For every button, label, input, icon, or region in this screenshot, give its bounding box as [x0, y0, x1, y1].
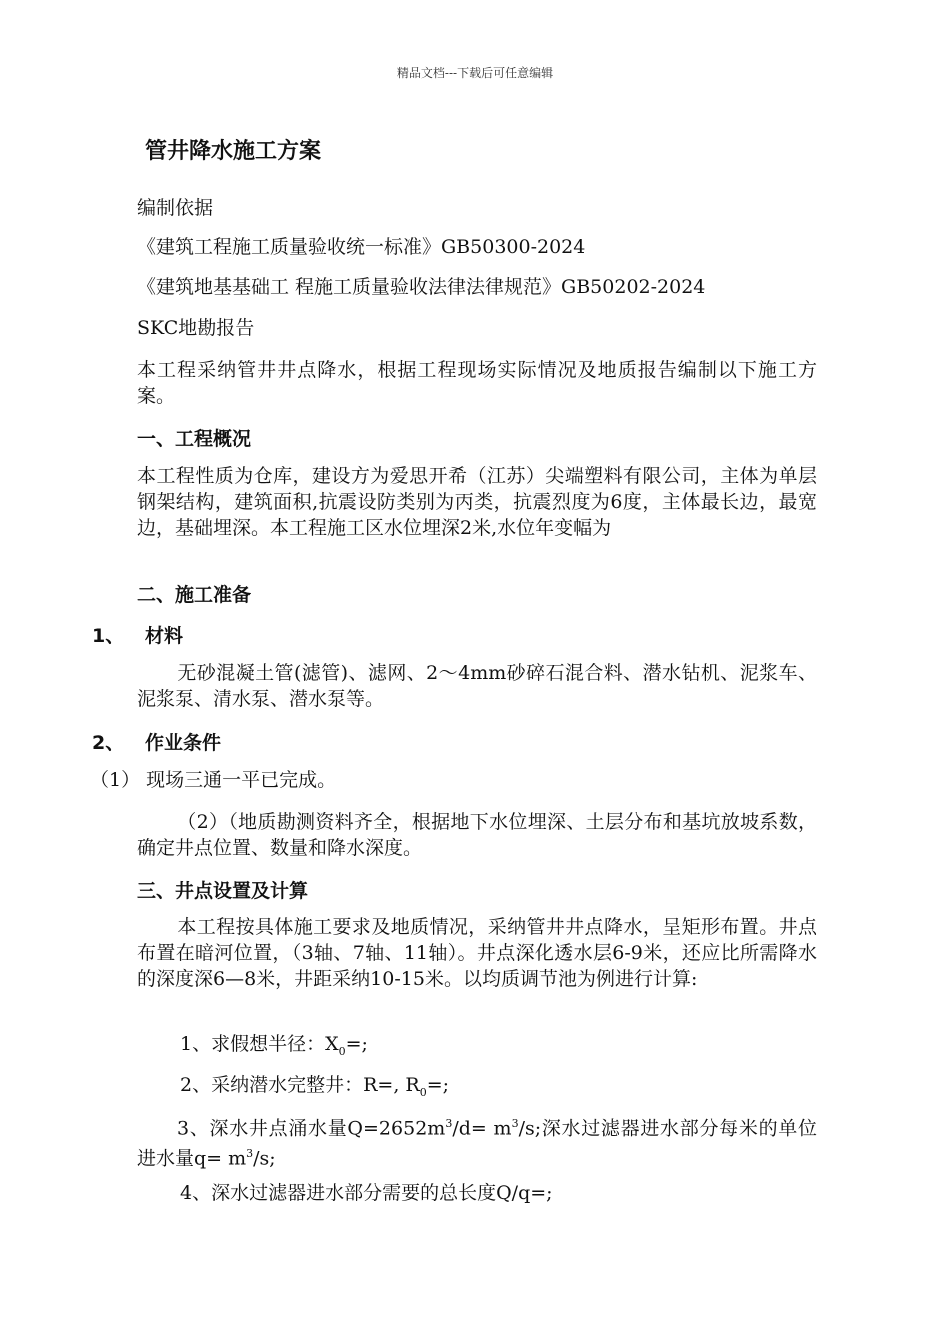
- section-heading: 二、施工准备: [137, 584, 252, 606]
- intro-paragraph: 本工程采纳管井井点降水，根据工程现场实际情况及地质报告编制以下施工方案。: [137, 359, 817, 407]
- subsection-title: 材料: [145, 625, 184, 647]
- header-note: 精品文档---下载后可任意编辑: [396, 66, 554, 80]
- section-heading: 一、工程概况: [137, 428, 252, 450]
- section3-paragraph: [137, 914, 817, 992]
- basis-item: SKC地勘报告: [137, 317, 255, 339]
- basis-item: 《建筑工程施工质量验收统一标准》GB50300-2024: [137, 236, 586, 258]
- calc-step: 3、深水井点涌水量$Q=2652m^3/d= m^3/s$;深水过滤器进水部分每米的单位进水量$q= m^3/s$;: [137, 1117, 817, 1170]
- condition-item: （1） 现场三通一平已完成。: [90, 769, 337, 791]
- basis-heading: 编制依据: [137, 197, 214, 219]
- subsection-number: 1、: [92, 625, 125, 647]
- section-heading: 三、井点设置及计算: [137, 880, 309, 902]
- materials-text: 无砂混凝土管(滤管)、滤网、2～4mm砂碎石混合料、潜水钻机、泥浆车、泥浆泵、清水泵、潜水泵等。: [137, 662, 817, 710]
- subsection-number: 2、: [92, 732, 125, 754]
- calc-step: 1、求假想半径：$X_0=$;: [180, 1033, 368, 1058]
- document-title: 管井降水施工方案: [145, 139, 322, 164]
- subsection-title: 作业条件: [145, 732, 222, 754]
- materials-paragraph: [137, 660, 817, 712]
- basis-item: 《建筑地基基础工 程施工质量验收法律法律规范》GB50202-2024: [137, 276, 706, 298]
- calc-step: 4、深水过滤器进水部分需要的总长度Q/q=;: [180, 1182, 553, 1204]
- condition-item-paragraph: [137, 809, 817, 861]
- section3-body: 本工程按具体施工要求及地质情况，采纳管井井点降水，呈矩形布置。井点布置在暗河位置，（3轴、7轴、11轴）。井点深化透水层6-9米，还应比所需降水的深度深6—8米，井距采纳10-15米。以均质调节池为例进行计算:: [137, 916, 817, 990]
- condition-item: （2）（地质勘测资料齐全，根据地下水位埋深、土层分布和基坑放坡系数，确定井点位置、数量和降水深度。: [137, 811, 817, 859]
- section1-body: 本工程性质为仓库，建设方为爱思开希（江苏）尖端塑料有限公司，主体为单层钢架结构，建筑面积,抗震设防类别为丙类，抗震烈度为6度，主体最长边，最宽边，基础埋深。本工程施工区水位埋深2米,水位年变幅为: [137, 465, 817, 539]
- calc-step: 2、采纳潜水完整井：R=, $R_0=$;: [180, 1074, 450, 1099]
